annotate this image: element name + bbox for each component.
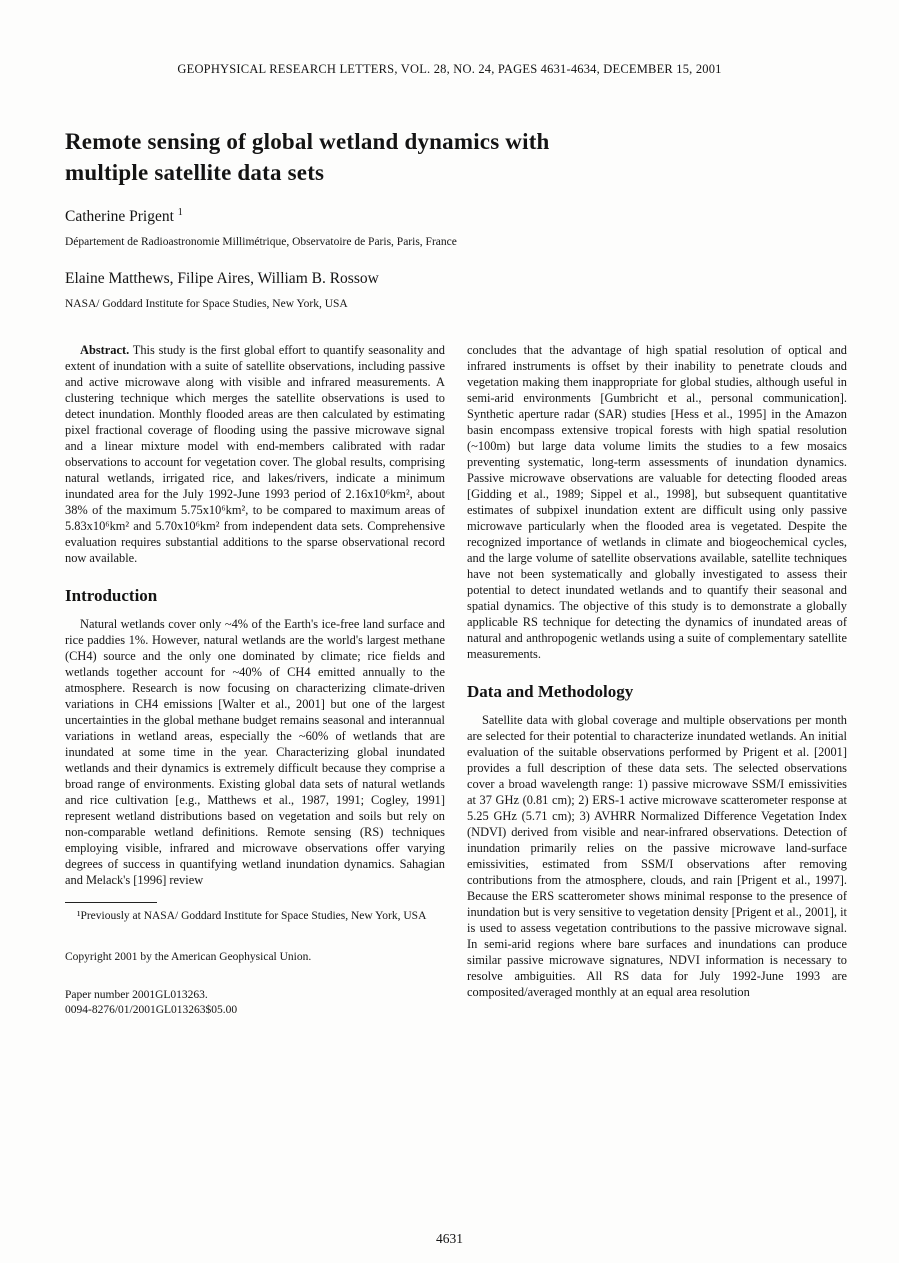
author-1-name: Catherine Prigent (65, 208, 174, 226)
page-number: 4631 (436, 1231, 463, 1246)
paper-title-line-2: multiple satellite data sets (65, 160, 325, 185)
footnote-text: ¹Previously at NASA/ Goddard Institute for Space Studies, New York, USA (77, 910, 427, 922)
paper-title-line-1: Remote sensing of global wetland dynamics with (65, 129, 550, 154)
paper-number-line-1: Paper number 2001GL013263. (65, 989, 208, 1001)
introduction-paragraph: Natural wetlands cover only ~4% of the Earth's ice-free land surface and rice paddies 1%. However, natural wetlands are the world's largest methane (CH4) source and the only one dominated by climate; rice fields and wetlands together account for ~40% of CH4 emitted annually to the atmosphere. Research is now focusing on characterizing climate-driven variations in CH4 emissions [Walter et al., 2001] but one of the largest uncertainties in the global methane budget remains seasonal and interannual variations in wetland areas, especially the ~60% of wetlands that are inundated at some time in the year. Characterizing global inundated wetlands and their dynamics is extremely difficult because they comprise a broad range of environments. Existing global data sets of natural wetlands and rice cultivation [e.g., Matthews et al., 1987, 1991; Cogley, 1991] represent wetland distributions based on vegetation and soils but rely on non-comparable wetland definitions. Remote sensing (RS) techniques employing visible, infrared and microwave observations offer varying degrees of success in quantifying wetland inundation dynamics. Sahagian and Melack's [1996] review (65, 617, 445, 887)
author-group-2: Elaine Matthews, Filipe Aires, William B. Rossow (65, 270, 379, 288)
footnote-rule (65, 902, 157, 903)
abstract-text: This study is the first global effort to quantify seasonality and extent of inundation with a suite of satellite observations, including passive and active microwave along with visible and infrared measurements. A clustering technique which merges the satellite observations is used to detect inundation. Monthly flooded areas are then calculated by estimating pixel fractional coverage of flooding using the passive microwave signal and a linear mixture model with end-members calibrated with radar observations to account for vegetation cover. The global results, comprising natural wetlands, irrigated rice, and lakes/rivers, indicate a minimum inundated area for the July 1992-June 1993 period of 2.16x10⁶km², about 38% of the maximum 5.75x10⁶km², to be compared to maximum areas of 5.83x10⁶km² and 5.70x10⁶km² from independent data sets. Comprehensive evaluation requires substantial additions to the sparse observational record now available. (65, 343, 445, 565)
journal-header: GEOPHYSICAL RESEARCH LETTERS, VOL. 28, NO. 24, PAGES 4631-4634, DECEMBER 15, 2001 (177, 62, 722, 76)
author-1-footnote-marker: 1 (177, 207, 183, 218)
paper-number-line-2: 0094-8276/01/2001GL013263$05.00 (65, 1004, 238, 1016)
abstract-label: Abstract. (80, 343, 130, 357)
paper-title (65, 126, 845, 188)
section-heading-introduction: Introduction (65, 586, 158, 605)
paper-number-block (65, 988, 445, 1018)
copyright-notice: Copyright 2001 by the American Geophysical Union. (65, 950, 312, 963)
abstract-paragraph (65, 342, 445, 566)
author-1-affiliation: Département de Radioastronomie Millimétrique, Observatoire de Paris, Paris, France (65, 236, 457, 249)
continuation-paragraph: concludes that the advantage of high spatial resolution of optical and infrared instruments is offset by their inability to penetrate clouds and vegetation making them inappropriate for global studies, although useful in semi-arid environments [Gumbricht et al., personal communication]. Synthetic aperture radar (SAR) studies [Hess et al., 1995] in the Amazon basin encompass extensive tropical forests with high spatial resolution (~100m) but large data volume limits the studies to a few mosaics preventing systematic, long-term assessments of inundation dynamics. Passive microwave observations are valuable for detecting flooded areas [Gidding et al., 1989; Sippel et al., 1998], but subsequent quantitative estimates of subpixel inundation extent are difficult using only passive microwave particularly when the flooded area is vegetated. Despite the recognized importance of wetlands in climate and biogeochemical cycles, and the large volume of satellite observations available, satellite techniques have not been systematically and globally investigated to assess their potential to detect inundated wetlands and to quantify their seasonal and spatial dynamics. The objective of this study is to demonstrate a globally applicable RS technique for detecting the dynamics of inundated areas of natural and anthropogenic wetlands using a suite of complementary satellite measurements. (467, 343, 847, 661)
section-heading-data-methodology: Data and Methodology (467, 682, 634, 701)
author-1 (65, 203, 845, 226)
author-block (65, 203, 845, 311)
left-column (65, 342, 445, 1018)
right-column (467, 342, 847, 1018)
data-methodology-paragraph: Satellite data with global coverage and multiple observations per month are selected for their potential to characterize inundated wetlands. An initial evaluation of the suitable observations performed by Prigent et al. [2001] provides a full description of these data sets. The selected observations cover a broad wavelength range: 1) passive microwave SSM/I emissivities at 37 GHz (0.81 cm); 2) ERS-1 active microwave scatterometer response at 5.25 GHz (5.71 cm); 3) AVHRR Normalized Difference Vegetation Index (NDVI) derived from visible and near-infrared observations. Detection of inundation primarily relies on the passive microwave land-surface emissivities, estimated from SSM/I observations after removing contributions from the atmosphere, clouds, and rain [Prigent et al., 1997]. Because the ERS scatterometer shows minimal response to the presence of inundation but is very sensitive to vegetation density [Prigent et al., 2001], it is used to assess vegetation contributions to the passive microwave signal. In semi-arid regions where bare surfaces and inundations can produce similar passive microwave signatures, NDVI information is necessary to resolve ambiguities. All RS data for July 1992-June 1993 are composited/averaged monthly at an equal area resolution (467, 713, 847, 999)
two-column-body (65, 342, 847, 1018)
author-group-2-affiliation: NASA/ Goddard Institute for Space Studies, New York, USA (65, 298, 348, 311)
footnote-block (65, 902, 445, 1018)
